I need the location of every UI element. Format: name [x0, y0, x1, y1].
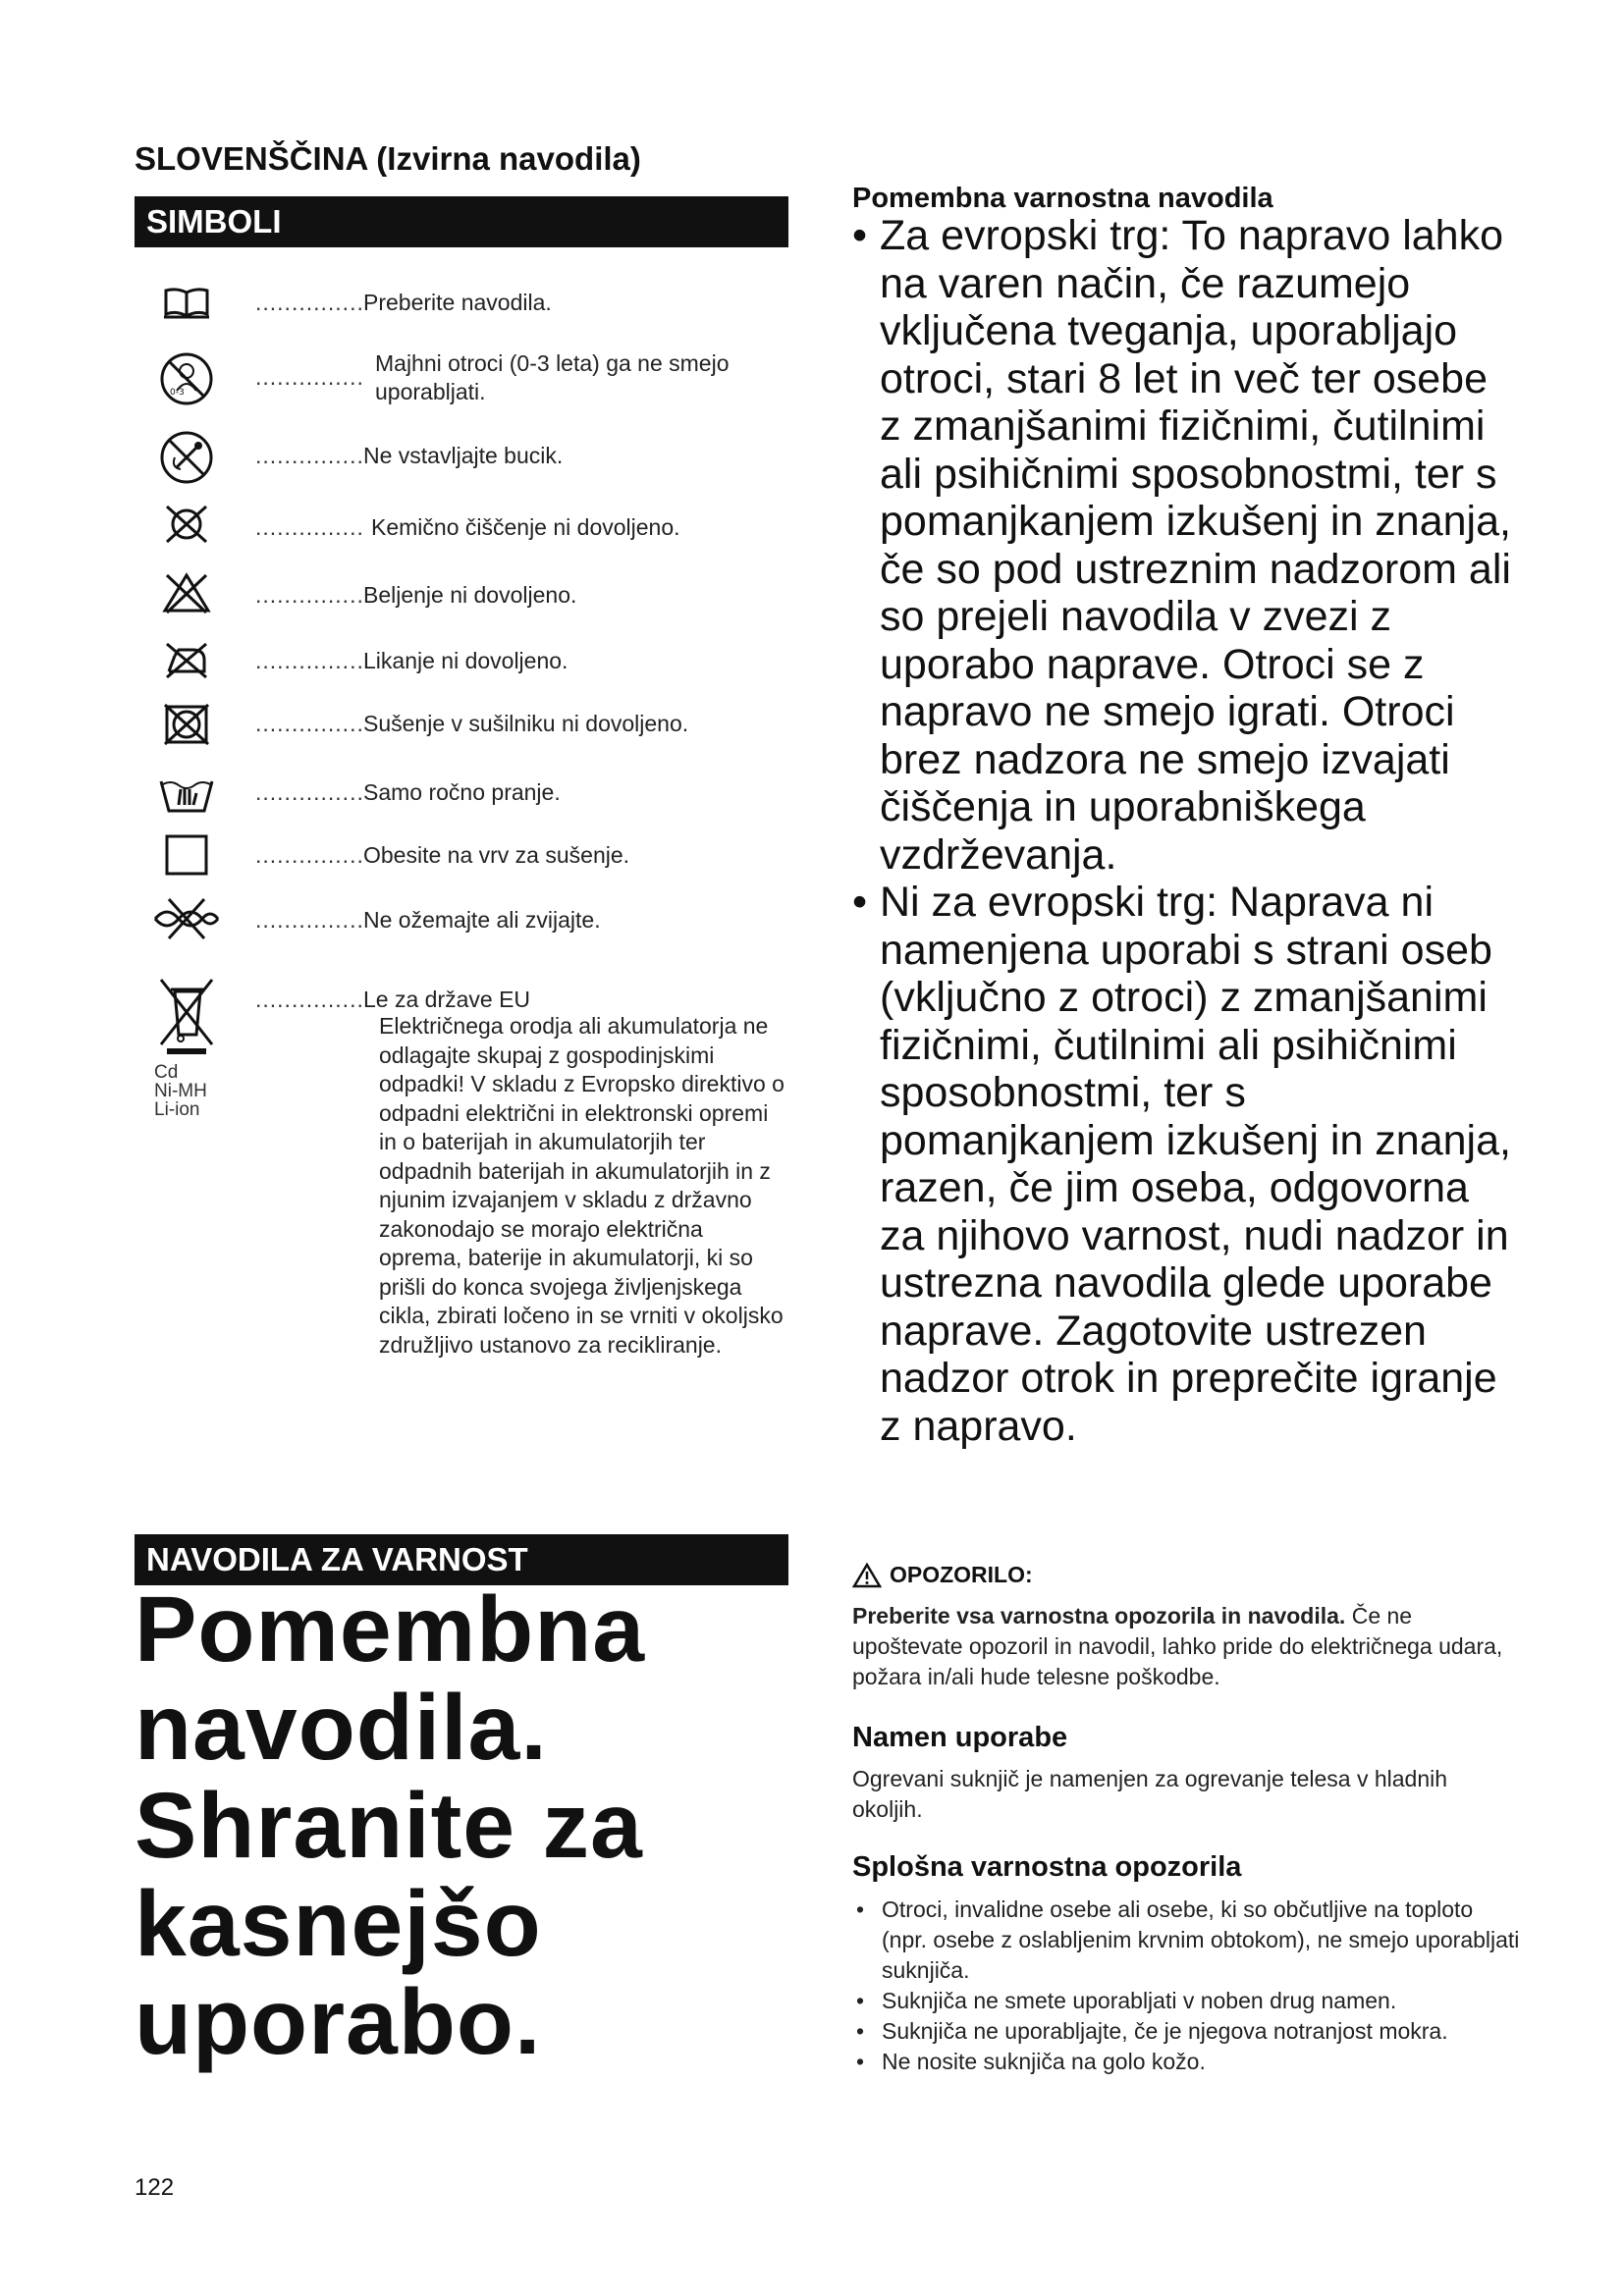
keep-instructions-title: Pomembna navodila. Shranite za kasnejšo uporabo. — [135, 1577, 646, 2074]
no-bleach-icon — [147, 571, 226, 614]
page-number: 122 — [135, 2174, 175, 2201]
no-children-0-3-icon — [147, 351, 226, 406]
battery-type-labels: Cd Ni-MH Li-ion — [154, 1062, 207, 1120]
symbol-item: ............... Likanje ni dovoljeno. — [255, 648, 568, 673]
purpose-text: Ogrevani suknjič je namenjen za ogrevanje telesa v hladnih okoljih. — [852, 1766, 1448, 1822]
symbol-item: ............... Beljenje ni dovoljeno. — [255, 582, 577, 608]
leader-dots: ............... — [255, 842, 364, 868]
symbol-item: ............... Ne ožemajte ali zvijajte. — [255, 907, 601, 933]
symbol-item: ............... Majhni otroci (0-3 leta) ga ne smejo uporabljati. — [255, 350, 730, 404]
no-wring-icon — [147, 895, 226, 940]
no-dry-clean-icon — [147, 503, 226, 546]
general-warnings-heading: Splošna varnostna opozorila — [852, 1851, 1242, 1883]
purpose-heading: Namen uporabe — [852, 1722, 1068, 1753]
crossed-bin-icon — [147, 976, 226, 1056]
symbol-item: ............... Ne vstavljajte bucik. — [255, 443, 564, 468]
list-item: • Ne nosite suknjiča na golo kožo. — [852, 2047, 1520, 2077]
read-manual-icon — [147, 287, 226, 320]
list-item: • Suknjiča ne uporabljajte, če je njegova notranjost mokra. — [852, 2016, 1520, 2047]
leader-dots: ............... — [255, 582, 364, 608]
list-item: • Suknjiča ne smete uporabljati v noben drug namen. — [852, 1986, 1520, 2016]
warning-label-row — [852, 1562, 1033, 1588]
leader-dots: ............... — [255, 290, 364, 315]
leader-dots: ............... — [255, 711, 364, 736]
important-safety-heading: Pomembna varnostna navodila — [852, 183, 1273, 214]
important-safety-list — [852, 212, 1520, 1450]
symbol-item: ............... Obesite na vrv za sušenje. — [255, 842, 630, 868]
list-item: • Otroci, invalidne osebe ali osebe, ki so občutljive na toploto (npr. osebe z oslabljenim krvnim obtokom), ne smejo uporabljati suknjiča. — [852, 1895, 1520, 1986]
weee-body-text: Električnega orodja ali akumulatorja ne odlagajte skupaj z gospodinjskimi odpadki! V skladu z Evropsko direktivo o odpadni električni in elektronski opremi in o baterijah in akumulatorjih ter odpadnih baterijah in akumulatorjih in z njunim izvajanjem v skladu z državno zakonodajo se morajo električna oprema, baterije in akumulatorji, ki so prišli do konca svojega življenjskega cikla, zbirati ločeno in se vrniti v okoljsko združljivo ustanovo za recikliranje. — [379, 1013, 785, 1358]
warning-text: Preberite vsa varnostna opozorila in navodila. Če ne upoštevate opozoril in navodil, lahko pride do električnega udara, požara in/ali hude telesne poškodbe. — [852, 1603, 1503, 1689]
leader-dots: ............... — [255, 987, 364, 1012]
line-dry-icon — [147, 832, 226, 878]
no-pins-icon — [147, 430, 226, 485]
symbol-item: ............... Samo ročno pranje. — [255, 779, 561, 805]
language-title: SLOVENŠČINA (Izvirna navodila) — [135, 140, 641, 177]
no-iron-icon — [147, 638, 226, 681]
leader-dots: ............... — [255, 364, 364, 390]
svg-text:0-3: 0-3 — [170, 388, 185, 398]
leader-dots: ............... — [255, 514, 364, 540]
hand-wash-icon — [147, 772, 226, 815]
general-warnings-list — [852, 1895, 1520, 2077]
list-item: • Ni za evropski trg: Naprava ni namenjena uporabi s strani oseb (vključno z otroci) z zmanjšanimi fizičnimi, čutilnimi ali psihičnimi sposobnostmi, ter s pomanjkanjem izkušenj in znanja, razen, če jim oseba, odgovorna za njihovo varnost, nudi nadzor in ustrezna navodila glede uporabe naprave. Zagotovite ustrezen nadzor otrok in preprečite igranje z napravo. — [852, 879, 1520, 1450]
leader-dots: ............... — [255, 907, 364, 933]
weee-title-row: ............... Le za države EU — [255, 987, 531, 1012]
leader-dots: ............... — [255, 779, 364, 805]
safety-heading: NAVODILA ZA VARNOST — [135, 1534, 788, 1585]
symbol-item: ............... Sušenje v sušilniku ni dovoljeno. — [255, 711, 689, 736]
no-tumble-dry-icon — [147, 701, 226, 748]
leader-dots: ............... — [255, 443, 364, 468]
symbol-item: ............... Kemično čiščenje ni dovoljeno. — [255, 514, 680, 540]
warning-triangle-icon — [852, 1563, 882, 1588]
leader-dots: ............... — [255, 648, 364, 673]
list-item: • Za evropski trg: To napravo lahko na varen način, če razumejo vključena tveganja, uporabljajo otroci, stari 8 let in več ter osebe z zmanjšanimi fizičnimi, čutilnimi ali psihičnimi sposobnostmi, ter s pomanjkanjem izkušenj in znanja, če so pod ustreznim nadzorom ali so prejeli navodila v zvezi z uporabo naprave. Otroci se z napravo ne smejo igrati. Otroci brez nadzora ne smejo izvajati čiščenja in uporabniškega vzdrževanja. — [852, 212, 1520, 879]
warning-label: OPOZORILO: — [890, 1562, 1033, 1587]
symbol-item: ............... Preberite navodila. — [255, 290, 552, 315]
symbols-heading: SIMBOLI — [135, 196, 788, 247]
